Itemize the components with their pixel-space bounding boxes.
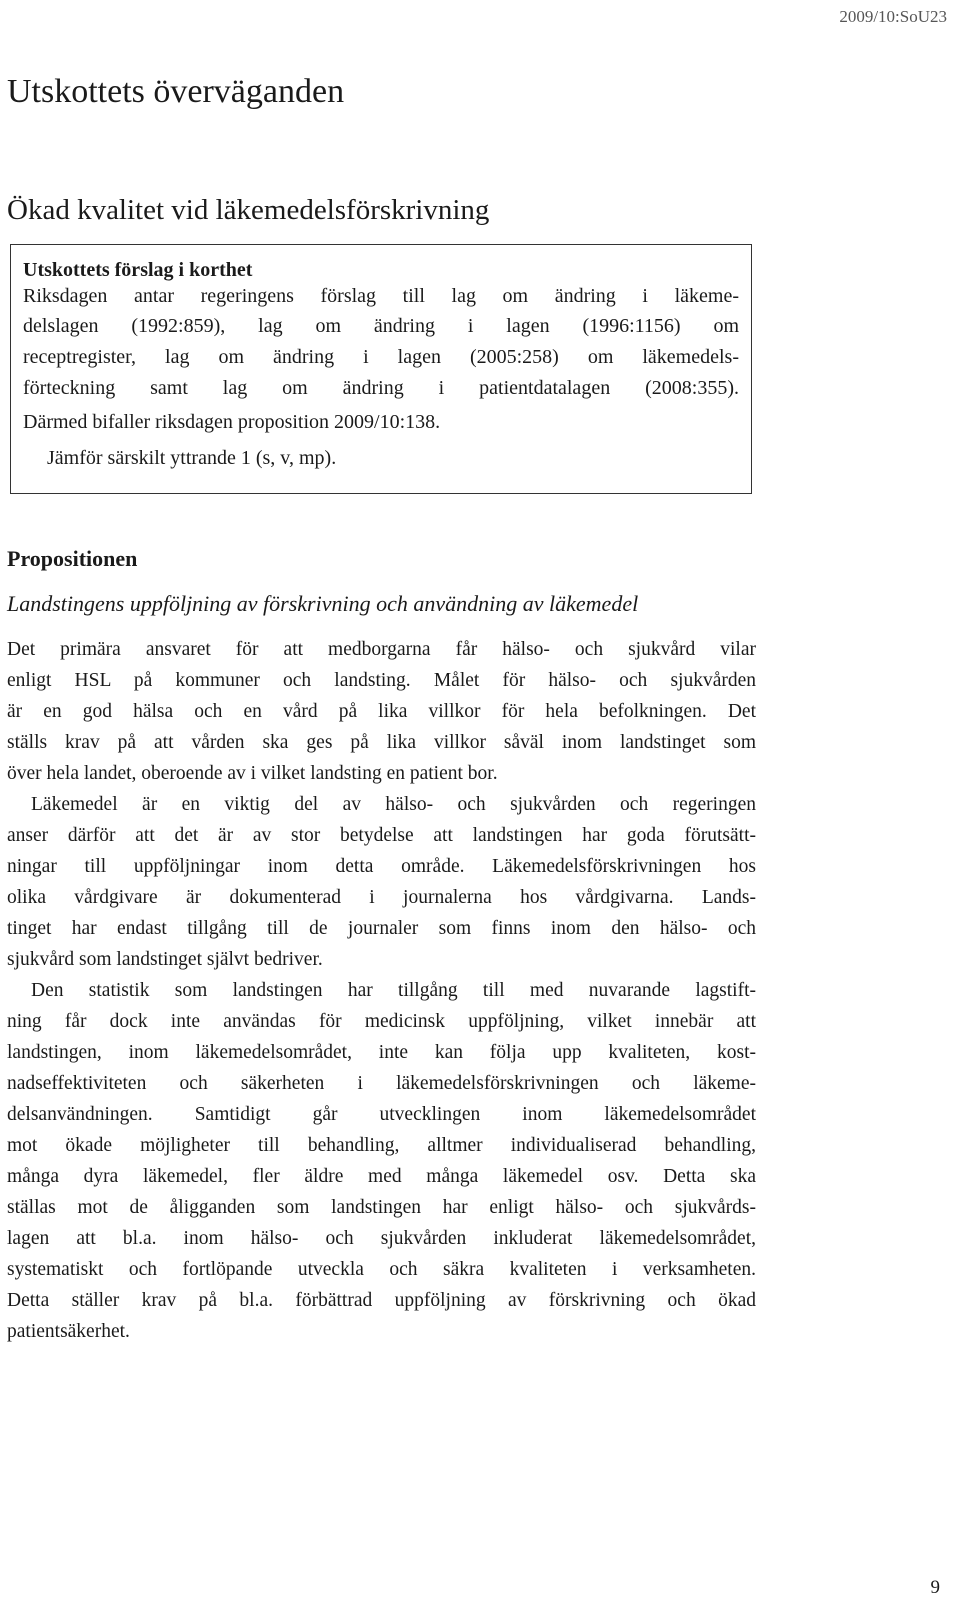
summary-line: förteckning samt lag om ändring i patientdatalagen (2008:355). [23, 377, 739, 399]
paragraph-line: olika vårdgivare är dokumenterad i journalerna hos vårdgivarna. Lands- [7, 887, 756, 908]
paragraph-line: delsanvändningen. Samtidigt går utvecklingen inom läkemedelsområdet [7, 1104, 756, 1125]
paragraph-line: lagen att bl.a. inom hälso- och sjukvården inkluderat läkemedelsområdet, [7, 1228, 756, 1249]
summary-line: delslagen (1992:859), lag om ändring i lagen (1996:1156) om [23, 315, 739, 337]
paragraph-line: ning får dock inte användas för medicinsk uppföljning, vilket innebär att [7, 1011, 756, 1032]
summary-heading: Utskottets förslag i korthet [23, 259, 253, 281]
summary-box [10, 244, 752, 494]
paragraph-line: över hela landet, oberoende av i vilket landsting en patient bor. [7, 763, 498, 784]
paragraph-line: Detta ställer krav på bl.a. förbättrad uppföljning av förskrivning och ökad [7, 1290, 756, 1311]
summary-reference: Jämför särskilt yttrande 1 (s, v, mp). [47, 447, 337, 469]
paragraph-line: ställas mot de åligganden som landstingen har enligt hälso- och sjukvårds- [7, 1197, 756, 1218]
summary-line: Riksdagen antar regeringens förslag till lag om ändring i läkeme- [23, 285, 739, 307]
paragraph-line: ningar till uppföljningar inom detta område. Läkemedelsförskrivningen hos [7, 856, 756, 877]
paragraph-line: patientsäkerhet. [7, 1321, 130, 1342]
paragraph-line: sjukvård som landstinget självt bedriver. [7, 949, 323, 970]
document-id: 2009/10:SoU23 [839, 7, 947, 26]
paragraph-line: är en god hälsa och en vård på lika villkor för hela befolkningen. Det [7, 701, 756, 722]
paragraph-line: systematiskt och fortlöpande utveckla och säkra kvaliteten i verksamheten. [7, 1259, 756, 1280]
paragraph-line: mot ökade möjligheter till behandling, alltmer individualiserad behandling, [7, 1135, 756, 1156]
paragraph-line: Det primära ansvaret för att medborgarna får hälso- och sjukvård vilar [7, 639, 756, 660]
paragraph-line: nadseffektiviteten och säkerheten i läkemedelsförskrivningen och läkeme- [7, 1073, 756, 1094]
paragraph-line: enligt HSL på kommuner och landsting. Målet för hälso- och sjukvården [7, 670, 756, 691]
section-title: Utskottets överväganden [7, 73, 345, 110]
paragraph-line: många dyra läkemedel, fler äldre med många läkemedel osv. Detta ska [7, 1166, 756, 1187]
paragraph-line: Den statistik som landstingen har tillgång till med nuvarande lagstift- [31, 980, 756, 1001]
summary-line: Därmed bifaller riksdagen proposition 2009/10:138. [23, 411, 441, 433]
subsection-heading: Landstingens uppföljning av förskrivning och användning av läkemedel [7, 591, 639, 616]
paragraph-line: tinget har endast tillgång till de journaler som finns inom den hälso- och [7, 918, 756, 939]
topic-title: Ökad kvalitet vid läkemedelsförskrivning [7, 194, 490, 226]
paragraph-line: ställs krav på att vården ska ges på lika villkor såväl inom landstinget som [7, 732, 756, 753]
proposition-heading: Propositionen [7, 546, 138, 571]
page-number: 9 [930, 1577, 940, 1598]
paragraph-line: Läkemedel är en viktig del av hälso- och sjukvården och regeringen [31, 794, 756, 815]
paragraph-line: landstingen, inom läkemedelsområdet, inte kan följa upp kvaliteten, kost- [7, 1042, 756, 1063]
paragraph-line: anser därför att det är av stor betydelse att landstingen har goda förutsätt- [7, 825, 756, 846]
summary-line: receptregister, lag om ändring i lagen (2005:258) om läkemedels- [23, 346, 739, 368]
